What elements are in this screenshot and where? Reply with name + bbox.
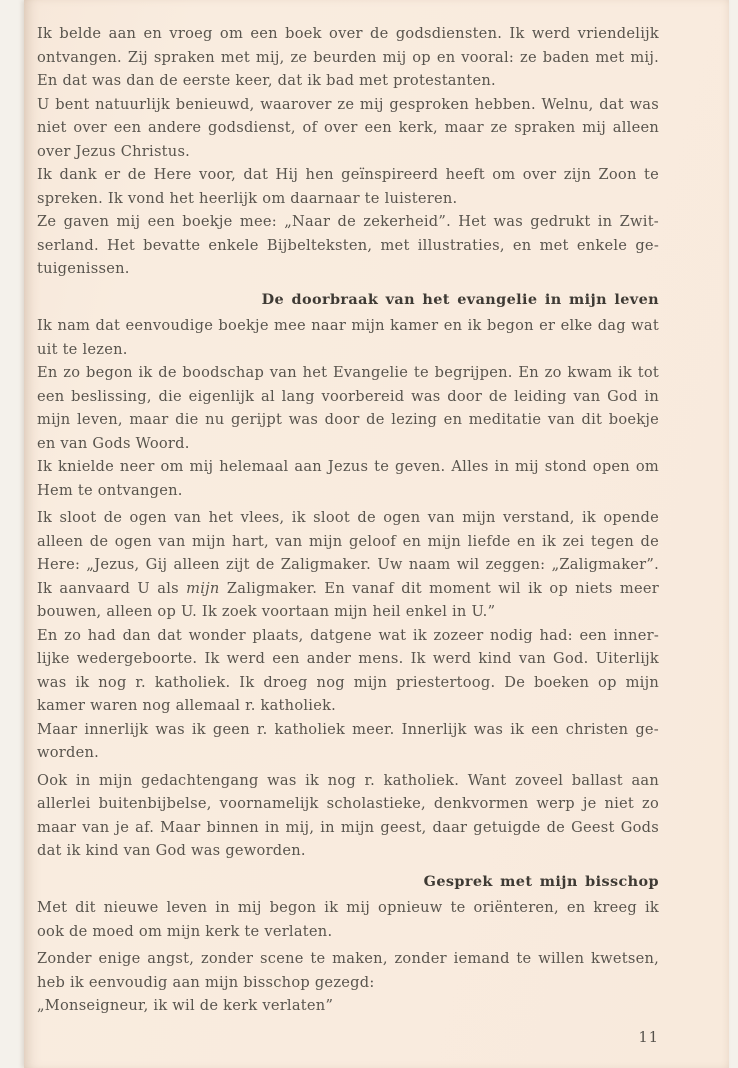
text-line: alleen de ogen van mijn hart, van mijn geloof en mijn liefde en ik zei tegen de	[37, 532, 659, 550]
text-line: en van Gods Woord.	[37, 434, 190, 452]
text-line: En zo had dan dat wonder plaats, datgene wat ik zozeer nodig had: een inner-	[37, 626, 659, 644]
section-heading: De doorbraak van het evangelie in mijn leven	[261, 290, 659, 308]
paragraph	[37, 718, 659, 765]
paragraph	[37, 896, 659, 943]
text-line: bouwen, alleen op U. Ik zoek voortaan mijn heil enkel in U.”	[37, 603, 496, 620]
text-line: over Jezus Christus.	[37, 142, 191, 160]
text-line: allerlei buitenbijbelse, voornamelijk scholastieke, denkvormen werp je niet zo	[37, 795, 659, 812]
text-line: ontvangen. Zij spraken met mij, ze beurden mij op en vooral: ze baden met mij.	[37, 48, 659, 66]
text-line: niet over een andere godsdienst, of over een kerk, maar ze spraken mij alleen	[37, 119, 659, 136]
text-line: ook de moed om mijn kerk te verlaten.	[37, 922, 333, 940]
paragraph	[37, 506, 659, 624]
paragraph	[37, 314, 659, 361]
emphasized-word: mijn	[186, 579, 220, 597]
text-line: Ze gaven mij een boekje mee: „Naar de zekerheid”. Het was gedrukt in Zwit-	[37, 213, 659, 230]
text-segment: Ik aanvaard U als	[37, 579, 187, 597]
text-line: mijn leven, maar die nu gerijpt was door de lezing en meditatie van dit boekje	[37, 411, 659, 428]
text-line: En dat was dan de eerste keer, dat ik bad met protestanten.	[37, 72, 496, 89]
text-line: Ik nam dat eenvoudige boekje mee naar mijn kamer en ik begon er elke dag wat	[37, 317, 659, 334]
text-line: U bent natuurlijk benieuwd, waarover ze mij gesproken hebben. Welnu, dat was	[37, 95, 659, 113]
text-line: Ik sloot de ogen van het vlees, ik sloot de ogen van mijn verstand, ik opende	[37, 509, 659, 526]
text-line: Ik knielde neer om mij helemaal aan Jezus te geven. Alles in mij stond open om	[37, 458, 659, 475]
text-line: Zonder enige angst, zonder scene te maken, zonder iemand te willen kwetsen,	[37, 950, 659, 967]
text-line: dat ik kind van God was geworden.	[37, 842, 306, 859]
text-line: Met dit nieuwe leven in mij begon ik mij opnieuw te oriënteren, en kreeg ik	[37, 899, 659, 916]
paragraph	[37, 769, 659, 863]
text-line: Ik belde aan en vroeg om een boek over de godsdiensten. Ik werd vriendelijk	[37, 25, 659, 42]
text-line: heb ik eenvoudig aan mijn bisschop gezegd:	[37, 973, 375, 991]
paragraph	[37, 210, 659, 281]
text-line: En zo begon ik de boodschap van het Evangelie te begrijpen. En zo kwam ik tot	[37, 364, 659, 381]
text-line: tuigenissen.	[37, 260, 130, 277]
text-line: maar van je af. Maar binnen in mij, in mijn geest, daar getuigde de Geest Gods	[37, 818, 659, 836]
paragraph	[37, 624, 659, 718]
text-line: spreken. Ik vond het heerlijk om daarnaar te luisteren.	[37, 189, 458, 207]
paragraph	[37, 947, 659, 1018]
paragraph	[37, 361, 659, 455]
text-line: lijke wedergeboorte. Ik werd een ander mens. Ik werd kind van God. Uiterlijk	[37, 650, 659, 667]
paragraph	[37, 455, 659, 502]
text-line: serland. Het bevatte enkele Bijbelteksten, met illustraties, en met enkele ge-	[37, 236, 659, 254]
text-line: kamer waren nog allemaal r. katholiek.	[37, 697, 337, 714]
text-line: worden.	[37, 744, 100, 761]
text-line: een beslissing, die eigenlijk al lang voorbereid was door de leiding van God in	[37, 387, 659, 405]
text-line: „Monseigneur, ik wil de kerk verlaten”	[37, 997, 334, 1014]
text-line: was ik nog r. katholiek. Ik droeg nog mijn priestertoog. De boeken op mijn	[37, 673, 659, 691]
text-line: Hem te ontvangen.	[37, 481, 183, 499]
paragraph	[37, 93, 659, 164]
section-heading: Gesprek met mijn bisschop	[423, 872, 659, 890]
text-line: Maar innerlijk was ik geen r. katholiek meer. Innerlijk was ik een christen ge-	[37, 720, 659, 738]
text-line: Here: „Jezus, Gij alleen zijt de Zaligmaker. Uw naam wil zeggen: „Zaligmaker”.	[37, 556, 659, 573]
text-line: Ook in mijn gedachtengang was ik nog r. katholiek. Want zoveel ballast aan	[37, 771, 659, 789]
paragraph	[37, 22, 659, 93]
book-page	[24, 0, 729, 1068]
text-segment: Zaligmaker. En vanaf dit moment wil ik op niets meer	[219, 579, 659, 597]
page-number: 11	[638, 1029, 659, 1046]
text-line: uit te lezen.	[37, 340, 128, 358]
text-line: Ik dank er de Here voor, dat Hij hen geïnspireerd heeft om over zijn Zoon te	[37, 166, 659, 183]
text-line	[37, 577, 659, 601]
text-column	[37, 0, 659, 1050]
paragraph	[37, 163, 659, 210]
